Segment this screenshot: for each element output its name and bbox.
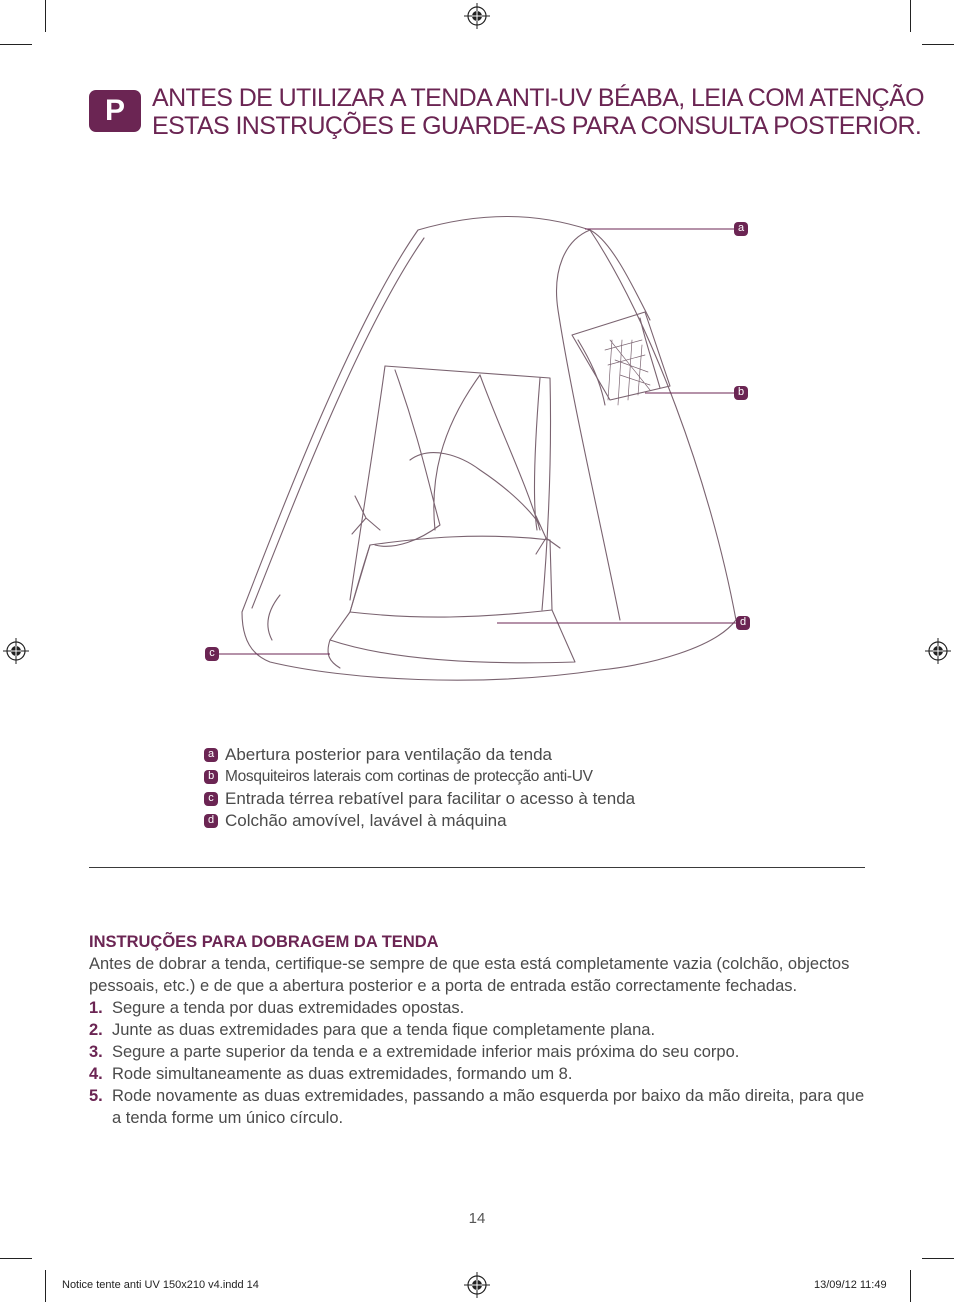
- step-item: [89, 997, 869, 1019]
- step-text: Rode novamente as duas extremidades, passando a mão esquerda por baixo da mão direita, para que a tenda forme um único círculo.: [112, 1087, 865, 1127]
- step-number: 2.: [89, 1021, 103, 1039]
- legend-item: [204, 766, 635, 788]
- instructions-intro: Antes de dobrar a tenda, certifique-se sempre de que esta está completamente vazia (colchão, objectos pessoais, etc.) e de que a abertura posterior e a porta de entrada estão correctamente fechadas.: [89, 955, 850, 995]
- step-text: Rode simultaneamente as duas extremidades, formando um 8.: [112, 1065, 573, 1083]
- step-item: [89, 1019, 869, 1041]
- steps-list: [89, 997, 869, 1129]
- legend-text: Abertura posterior para ventilação da tenda: [225, 745, 552, 764]
- language-badge: P: [89, 90, 141, 132]
- step-item: [89, 1063, 869, 1085]
- step-item: [89, 1085, 869, 1129]
- callout-b: b: [734, 386, 748, 400]
- title-line-2: ESTAS INSTRUÇÕES E GUARDE-AS PARA CONSULTA POSTERIOR.: [152, 112, 922, 140]
- callout-a: a: [734, 222, 748, 236]
- crop-mark-bottom-left-h: [0, 1258, 32, 1259]
- legend-letter: c: [204, 792, 218, 806]
- section-title: INSTRUÇÕES PARA DOBRAGEM DA TENDA: [89, 933, 439, 951]
- legend-text: Colchão amovível, lavável à máquina: [225, 811, 507, 830]
- crop-mark-bottom-right-v: [910, 1270, 911, 1302]
- section-divider: [89, 867, 865, 868]
- legend-letter: d: [204, 814, 218, 828]
- footer-timestamp: 13/09/12 11:49: [814, 1279, 887, 1291]
- legend-item: [204, 744, 635, 766]
- legend-item: [204, 788, 635, 810]
- crop-mark-bottom-right-h: [922, 1258, 954, 1259]
- folding-instructions: [89, 931, 869, 1129]
- callout-d: d: [736, 616, 750, 630]
- legend-text: Entrada térrea rebatível para facilitar o acesso à tenda: [225, 789, 636, 808]
- registration-mark-icon: [464, 1272, 490, 1298]
- step-item: [89, 1041, 869, 1063]
- step-number: 5.: [89, 1087, 103, 1105]
- callout-c: c: [205, 647, 219, 661]
- footer-file-info: Notice tente anti UV 150x210 v4.indd 14: [62, 1279, 259, 1291]
- step-number: 4.: [89, 1065, 103, 1083]
- legend-item: [204, 810, 635, 832]
- legend-letter: a: [204, 748, 218, 762]
- step-number: 3.: [89, 1043, 103, 1061]
- page-number: 14: [468, 1210, 486, 1227]
- title-line-1: ANTES DE UTILIZAR A TENDA ANTI-UV BÉABA, LEIA COM ATENÇÃO: [152, 84, 925, 112]
- legend-text: Mosquiteiros laterais com cortinas de protecção anti-UV: [225, 768, 593, 785]
- crop-mark-bottom-left-v: [45, 1270, 46, 1302]
- step-text: Junte as duas extremidades para que a tenda fique completamente plana.: [112, 1021, 656, 1039]
- step-text: Segure a tenda por duas extremidades opostas.: [112, 999, 465, 1017]
- step-text: Segure a parte superior da tenda e a extremidade inferior mais próxima do seu corpo.: [112, 1043, 740, 1061]
- legend: [204, 744, 635, 832]
- legend-letter: b: [204, 770, 218, 784]
- step-number: 1.: [89, 999, 103, 1017]
